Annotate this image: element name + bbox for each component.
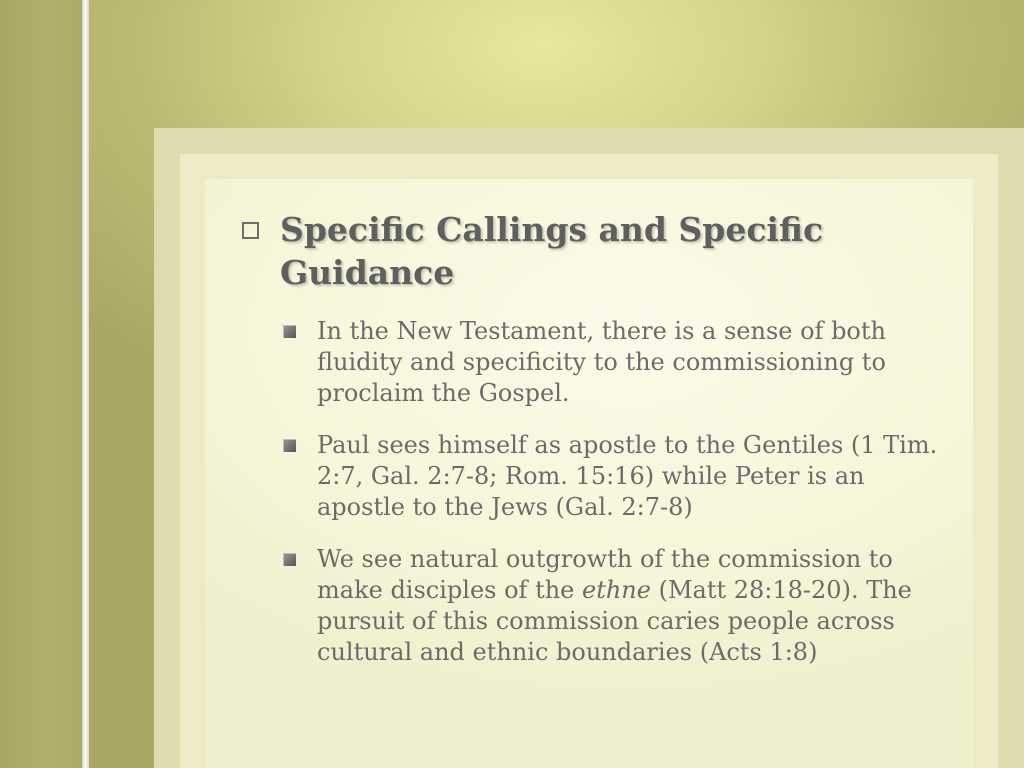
- bullet-text-part: (Matt 28:18-20). The pursuit of this commission caries people across cultural and ethnic boundaries (Acts 1:8): [317, 576, 912, 666]
- bullet-item: [280, 544, 940, 668]
- hollow-square-bullet-icon: [242, 222, 259, 239]
- square-bullet-icon: [283, 553, 296, 566]
- square-bullet-icon: [283, 439, 296, 452]
- bullet-text: In the New Testament, there is a sense of both fluidity and specificity to the commissioning to proclaim the Gospel.: [317, 317, 886, 407]
- bullet-item: [280, 316, 940, 409]
- slide-heading-text: Specific Callings and Specific Guidance: [280, 210, 824, 292]
- bullet-text-part: We see natural outgrowth of the commission to make disciples of the: [317, 545, 893, 604]
- square-bullet-icon: [283, 325, 296, 338]
- slide-heading: [242, 208, 942, 294]
- bullet-list: [280, 316, 940, 689]
- bullet-text-italic: ethne: [582, 576, 651, 604]
- left-decorative-stripe: [0, 0, 82, 768]
- bullet-item: [280, 430, 940, 523]
- bullet-text: Paul sees himself as apostle to the Gentiles (1 Tim. 2:7, Gal. 2:7-8; Rom. 15:16) while Peter is an apostle to the Jews (Gal. 2:7-8): [317, 431, 938, 521]
- vertical-divider-line: [82, 0, 89, 768]
